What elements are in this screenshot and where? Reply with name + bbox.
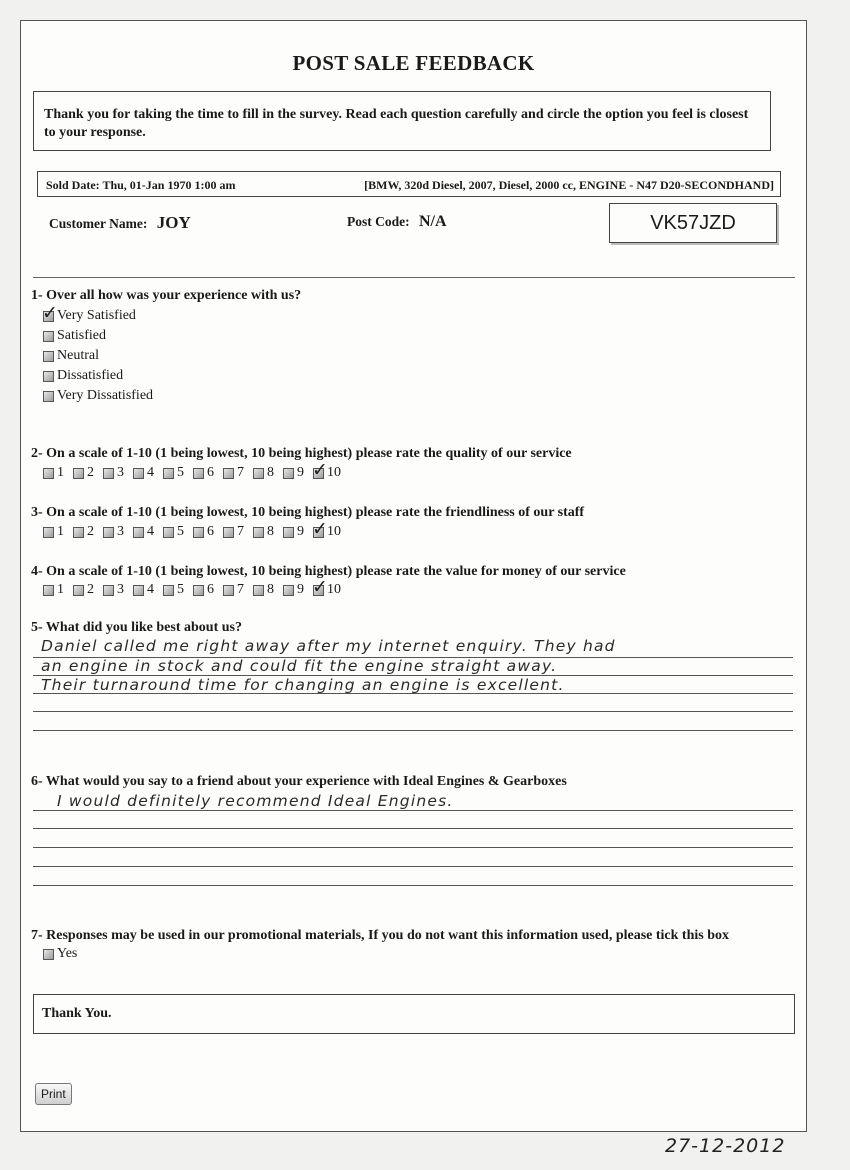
scale-label: 8 [267,582,274,597]
scale-label: 4 [147,582,154,597]
scale-option[interactable] [283,582,304,598]
intro-box: Thank you for taking the time to fill in the survey. Read each question carefully and circle the option you feel is closest to your response. [33,91,771,151]
scale-option[interactable] [73,582,94,598]
scale-checkbox[interactable] [313,585,324,596]
answer-line [33,711,793,712]
scale-checkbox[interactable] [43,527,54,538]
question-6: 6- What would you say to a friend about your experience with Ideal Engines & Gearboxes [31,774,567,789]
scale-checkbox[interactable] [163,468,174,479]
scale-label: 7 [237,465,244,480]
scale-checkbox[interactable] [283,585,294,596]
customer-name-field [49,213,191,233]
scale-checkbox[interactable] [223,585,234,596]
postcode-label: Post Code: [347,214,410,229]
scale-checkbox[interactable] [163,527,174,538]
scale-label: 4 [147,465,154,480]
scale-option[interactable] [223,465,244,481]
scale-option[interactable] [193,465,214,481]
answer-line [33,810,793,811]
scale-label: 6 [207,582,214,597]
scale-checkbox[interactable] [253,527,264,538]
scale-label: 3 [117,582,124,597]
handwritten-date: 27-12-2012 [665,1135,786,1157]
scale-label: 2 [87,524,94,539]
scale-label: 3 [117,524,124,539]
q5-answer-line-3: Their turnaround time for changing an engine is excellent. [41,676,565,694]
q1-checkbox[interactable] [43,351,54,362]
print-button[interactable]: Print [35,1083,72,1105]
scale-label: 3 [117,465,124,480]
scale-label: 1 [57,582,64,597]
scale-option[interactable] [103,465,124,481]
scale-checkbox[interactable] [253,585,264,596]
vehicle-details: [BMW, 320d Diesel, 2007, Diesel, 2000 cc, ENGINE - N47 D20-SECONDHAND] [364,178,774,192]
scale-option[interactable] [133,582,154,598]
scale-checkbox[interactable] [43,468,54,479]
scale-checkbox[interactable] [43,585,54,596]
scale-label: 1 [57,524,64,539]
scale-option[interactable] [133,465,154,481]
answer-line [33,866,793,867]
scale-option[interactable] [103,524,124,540]
scale-checkbox[interactable] [313,468,324,479]
scale-label: 7 [237,582,244,597]
scale-label: 1 [57,465,64,480]
scale-label: 6 [207,524,214,539]
scale-label: 10 [327,465,341,480]
scale-checkbox[interactable] [163,585,174,596]
scale-checkbox[interactable] [313,527,324,538]
thank-you-box: Thank You. [33,994,795,1034]
q1-option[interactable] [43,348,99,364]
answer-line [33,730,793,731]
scale-option[interactable] [43,465,64,481]
opt-out-option[interactable] [43,946,77,962]
scale-label: 7 [237,524,244,539]
scale-checkbox[interactable] [193,585,204,596]
q1-option-label: Very Dissatisfied [57,388,154,403]
scale-label: 5 [177,524,184,539]
scale-label: 9 [297,524,304,539]
opt-out-label: Yes [57,946,78,961]
q1-checkbox[interactable] [43,371,54,382]
scale-option[interactable] [223,524,244,540]
scale-option[interactable] [283,465,304,481]
scale-option[interactable] [253,524,274,540]
sold-date: Sold Date: Thu, 01-Jan 1970 1:00 am [46,178,236,192]
scale-checkbox[interactable] [253,468,264,479]
scale-option[interactable] [73,465,94,481]
scale-checkbox[interactable] [133,468,144,479]
scale-label: 10 [327,524,341,539]
question-5: 5- What did you like best about us? [31,620,242,635]
scale-option[interactable] [193,582,214,598]
scale-option[interactable] [43,582,64,598]
q1-checkbox[interactable] [43,311,54,322]
scale-option[interactable] [313,524,341,540]
q1-option-label: Satisfied [57,328,106,343]
scale-checkbox[interactable] [133,585,144,596]
scale-checkbox[interactable] [223,527,234,538]
scale-checkbox[interactable] [73,468,84,479]
scale-checkbox[interactable] [103,527,114,538]
q1-option[interactable] [43,328,106,344]
scale-option[interactable] [163,524,184,540]
scale-checkbox[interactable] [73,527,84,538]
scale-option[interactable] [163,465,184,481]
question-2: 2- On a scale of 1-10 (1 being lowest, 10 being highest) please rate the quality of our service [31,446,572,461]
postcode-field [347,213,447,231]
scale-label: 10 [327,582,341,597]
scale-option[interactable] [163,582,184,598]
scale-label: 2 [87,465,94,480]
scale-label: 8 [267,465,274,480]
scale-label: 9 [297,582,304,597]
scale-option[interactable] [283,524,304,540]
question-3-scale [43,524,350,540]
scale-option[interactable] [223,582,244,598]
answer-line [33,847,793,848]
scale-label: 5 [177,465,184,480]
question-7: 7- Responses may be used in our promotional materials, If you do not want this information used, please tick this box [31,928,729,943]
question-2-scale [43,465,350,481]
scale-option[interactable] [253,582,274,598]
scale-checkbox[interactable] [193,468,204,479]
answer-line [33,885,793,886]
customer-name-label: Customer Name: [49,216,148,231]
q1-option[interactable] [43,368,123,384]
scale-option[interactable] [133,524,154,540]
scale-checkbox[interactable] [103,468,114,479]
q5-answer-line-1: Daniel called me right away after my internet enquiry. They had [41,637,616,655]
scale-checkbox[interactable] [283,527,294,538]
q1-checkbox[interactable] [43,391,54,402]
question-1: 1- Over all how was your experience with us? [31,288,302,303]
question-4-scale [43,582,350,598]
scale-label: 6 [207,465,214,480]
opt-out-checkbox[interactable] [43,949,54,960]
section-divider [33,277,795,278]
scale-label: 4 [147,524,154,539]
q5-answer-line-2: an engine in stock and could fit the engine straight away. [41,657,558,675]
scale-option[interactable] [43,524,64,540]
scale-option[interactable] [73,524,94,540]
q1-option-label: Neutral [57,348,99,363]
scale-option[interactable] [193,524,214,540]
postcode-value: N/A [419,213,447,230]
q1-option[interactable] [43,308,136,324]
question-4: 4- On a scale of 1-10 (1 being lowest, 10 being highest) please rate the value for money of our service [31,564,626,579]
sale-info-box [37,171,781,197]
question-3: 3- On a scale of 1-10 (1 being lowest, 10 being highest) please rate the friendliness of our staff [31,505,585,520]
scale-label: 8 [267,524,274,539]
feedback-form [20,20,807,1132]
q1-option-label: Dissatisfied [57,368,124,383]
scale-checkbox[interactable] [193,527,204,538]
scale-checkbox[interactable] [103,585,114,596]
answer-line [33,828,793,829]
registration-box: VK57JZD [609,203,777,243]
q1-checkbox[interactable] [43,331,54,342]
q1-option-label: Very Satisfied [57,308,136,323]
q6-answer-line-1: I would definitely recommend Ideal Engines. [57,792,454,810]
scale-option[interactable] [103,582,124,598]
scale-option[interactable] [313,582,341,598]
customer-name-value: JOY [156,213,191,232]
scale-option[interactable] [313,465,341,481]
scale-checkbox[interactable] [283,468,294,479]
scale-label: 5 [177,582,184,597]
scale-label: 9 [297,465,304,480]
scale-label: 2 [87,582,94,597]
scale-option[interactable] [253,465,274,481]
q1-option[interactable] [43,388,153,404]
scale-checkbox[interactable] [133,527,144,538]
form-title: POST SALE FEEDBACK [292,51,535,75]
scale-checkbox[interactable] [73,585,84,596]
scale-checkbox[interactable] [223,468,234,479]
